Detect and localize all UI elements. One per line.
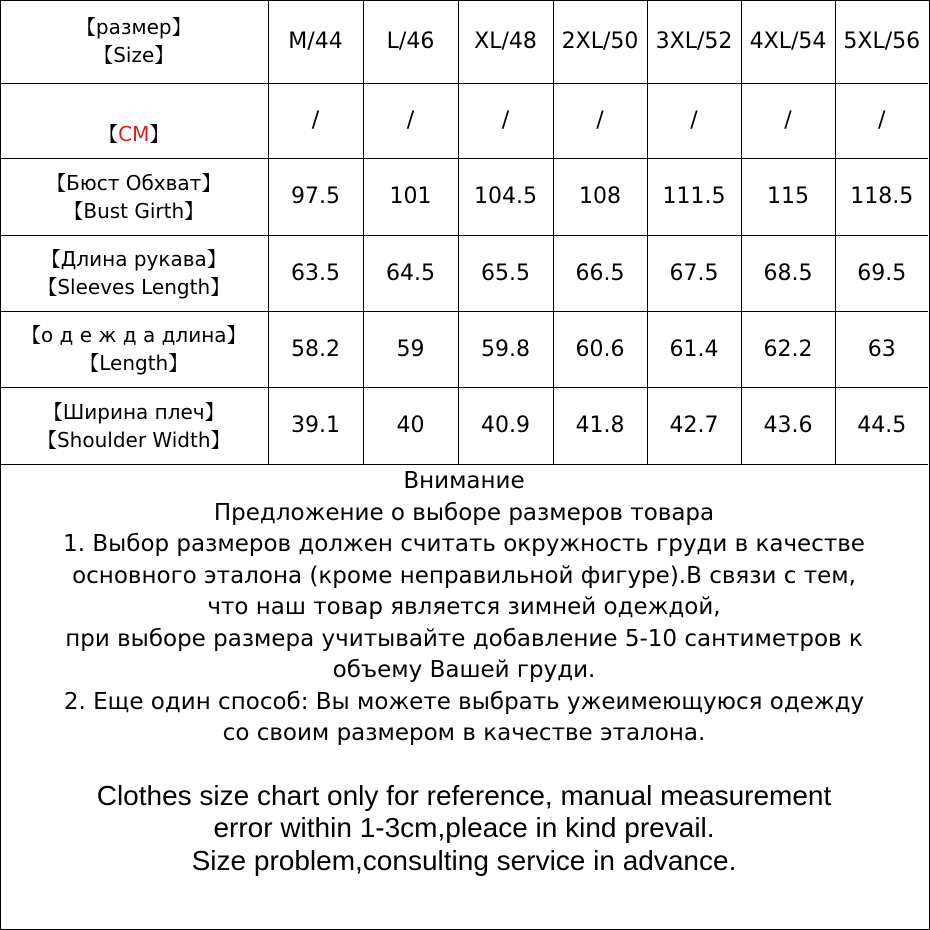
table-cell: 63 [835,311,928,387]
table-cell: 101 [363,158,458,235]
row-label-en: 【Sleeves Length】 [37,275,231,299]
table-cell: 68.5 [741,235,835,311]
sleeves-length-row [0,235,928,311]
unit-value: / [553,83,647,158]
table-cell: 42.7 [647,387,741,464]
table-cell: 67.5 [647,235,741,311]
english-note-line: Size problem,consulting service in advance. [191,844,737,876]
unit-value: / [363,83,458,158]
size-header: L/46 [363,0,458,83]
table-cell: 97.5 [268,158,363,235]
notes-section [0,466,928,877]
table-cell: 115 [741,158,835,235]
row-label-en: 【Length】 [79,351,189,375]
notice-line: основного эталона (кроме неправильной фигуре).В связи с тем, [72,562,856,589]
row-label-cell [0,158,268,235]
table-cell: 60.6 [553,311,647,387]
table-cell: 64.5 [363,235,458,311]
row-label-en: 【Bust Girth】 [63,198,205,223]
table-cell: 62.2 [741,311,835,387]
english-note-line: Clothes size chart only for reference, manual measurement [96,779,832,811]
bust-girth-row [0,158,928,235]
spacer [0,750,928,780]
notice-line: объему Вашей груди. [332,657,596,683]
unit-value: / [741,83,835,158]
table-cell: 69.5 [835,235,928,311]
table-cell: 58.2 [268,311,363,387]
table-cell: 111.5 [647,158,741,235]
table-cell: 59 [363,311,458,387]
notice-line: при выборе размера учитывайте добавление 5-10 сантиметров к [65,625,863,652]
row-label-cell [0,311,268,387]
unit-bracket-open: 【 [98,121,119,146]
size-label-cell [0,0,268,83]
table-cell: 44.5 [835,387,928,464]
size-header: 3XL/52 [647,0,741,83]
unit-label-cell [0,83,268,158]
unit-value: / [835,83,928,158]
notice-heading: Внимание [403,468,525,494]
table-cell: 104.5 [458,158,553,235]
table-cell: 61.4 [647,311,741,387]
table-cell: 118.5 [835,158,928,235]
row-label-ru: 【Ширина плеч】 [42,399,225,424]
size-header: M/44 [268,0,363,83]
table-cell: 43.6 [741,387,835,464]
table-cell: 65.5 [458,235,553,311]
table-cell: 108 [553,158,647,235]
unit-value: / [268,83,363,158]
row-label-ru: 【о д е ж д а длина】 [20,323,247,347]
notice-line: 1. Выбор размеров должен считать окружность груди в качестве [63,531,865,557]
size-label-en: 【Size】 [93,43,175,68]
notice-line: со своим размером в качестве эталона. [222,720,706,746]
row-label-ru: 【Длина рукава】 [40,247,227,271]
english-note-line: error within 1-3cm,pleace in kind prevail. [213,812,715,843]
row-label-cell [0,387,268,464]
table-cell: 40 [363,387,458,464]
unit-value: / [647,83,741,158]
size-chart-table [0,0,928,465]
table-cell: 59.8 [458,311,553,387]
row-label-en: 【Shoulder Width】 [36,427,231,452]
size-header: XL/48 [458,0,553,83]
length-row [0,311,928,387]
header-row [0,0,928,83]
size-label-ru: 【размер】 [75,15,192,40]
table-cell: 66.5 [553,235,647,311]
table-cell: 63.5 [268,235,363,311]
unit-row [0,83,928,158]
size-header: 2XL/50 [553,0,647,83]
size-header: 5XL/56 [835,0,928,83]
notice-line: что наш товар является зимней одеждой, [207,594,721,620]
notice-line: Предложение о выборе размеров товара [213,499,715,526]
row-label-ru: 【Бюст Обхват】 [46,170,222,195]
table-cell: 41.8 [553,387,647,464]
notice-line: 2. Еще один способ: Вы можете выбрать ужеимеющуюся одежду [63,688,865,715]
unit-bracket-close: 】 [149,121,170,146]
unit-value: / [458,83,553,158]
row-label-cell [0,235,268,311]
shoulder-width-row [0,387,928,464]
table-cell: 40.9 [458,387,553,464]
unit-cm: CM [118,121,150,146]
table-cell: 39.1 [268,387,363,464]
size-header: 4XL/54 [741,0,835,83]
